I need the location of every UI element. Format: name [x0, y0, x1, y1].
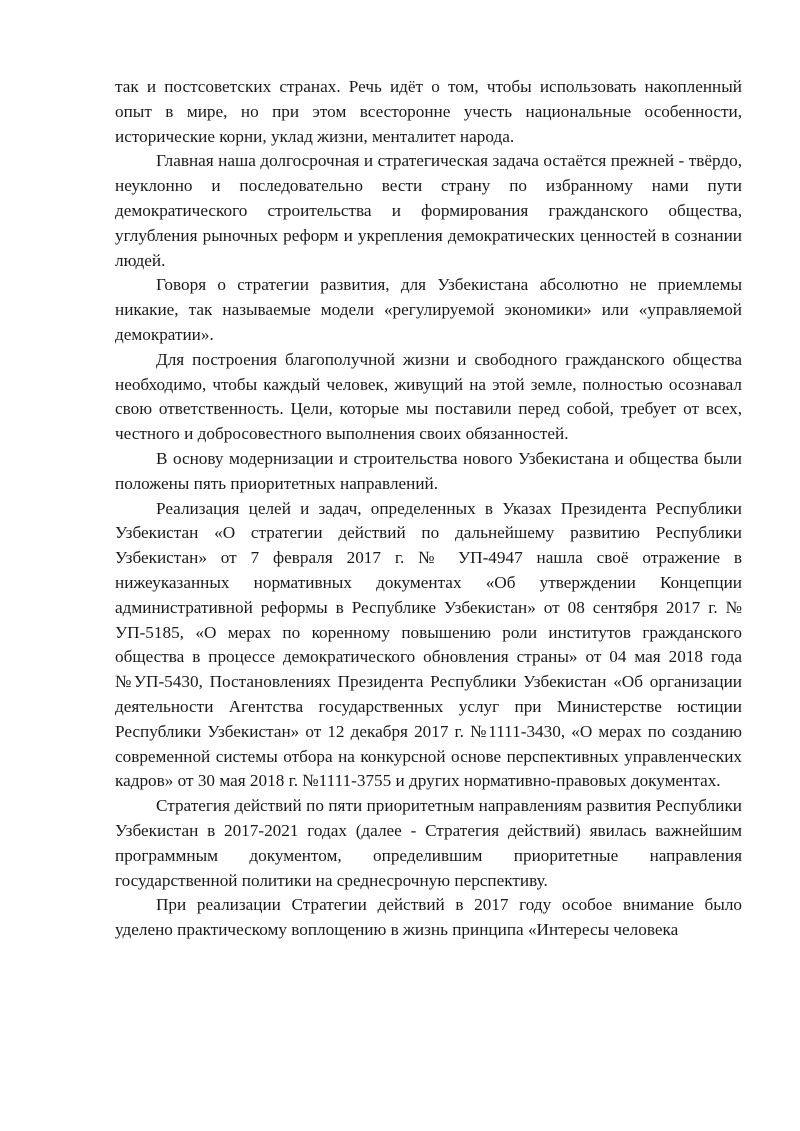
paragraph-implementation-2017: При реализации Стратегии действий в 2017 году особое внимание было уделено практическому воплощению в жизнь принципа «Интересы человека — [115, 895, 742, 940]
paragraph-five-directions: В основу модернизации и строительства нового Узбекистана и общества были положены пять приоритетных направлений. — [115, 448, 742, 493]
document-body — [115, 75, 742, 943]
paragraph-civil-society: Для построения благополучной жизни и свободного гражданского общества необходимо, чтобы каждый человек, живущий на этой земле, полностью осознавал свою ответственность. Цели, которые мы поставили перед собой, требует от всех, честного и добросовестного выполнения своих обязанностей. — [115, 349, 742, 444]
paragraph-continuation: так и постсоветских странах. Речь идёт о том, чтобы использовать накопленный опыт в мире, но при этом всесторонне учесть национальные особенности, исторические корни, уклад жизни, менталитет народа. — [115, 77, 742, 146]
paragraph-decrees: Реализация целей и задач, определенных в Указах Президента Республики Узбекистан «О стратегии действий по дальнейшему развитию Республики Узбекистан» от 7 февраля 2017 г. № УП-4947 нашла своё отражение в нижеуказанных нормативных документах «Об утверждении Концепции административной реформы в Республике Узбекистан» от 08 сентября 2017 г. № УП-5185, «О мерах по коренному повышению роли институтов гражданского общества в процессе демократического обновления страны» от 04 мая 2018 года №УП-5430, Постановлениях Президента Республики Узбекистан «Об организации деятельности Агентства государственных услуг при Министерстве юстиции Республики Узбекистан» от 12 декабря 2017 г. №1111-3430, «О мерах по созданию современной системы отбора на конкурсной основе перспективных управленческих кадров» от 30 мая 2018 г. №1111-3755 и других нормативно-правовых документах. — [115, 498, 742, 791]
paragraph-development-strategy: Говоря о стратегии развития, для Узбекистана абсолютно не приемлемы никакие, так называемые модели «регулируемой экономики» или «управляемой демократии». — [115, 275, 742, 344]
paragraph-action-strategy: Стратегия действий по пяти приоритетным направлениям развития Республики Узбекистан в 2017-2021 годах (далее - Стратегия действий) явилась важнейшим программным документом, определившим приоритетные направления государственной политики на среднесрочную перспективу. — [115, 796, 742, 890]
paragraph-long-term-task: Главная наша долгосрочная и стратегическая задача остаётся прежней - твёрдо, неуклонно и последовательно вести страну по избранному нами пути демократического строительства и формирования гражданского общества, углубления рыночных реформ и укрепления демократических ценностей в сознании людей. — [115, 151, 742, 270]
